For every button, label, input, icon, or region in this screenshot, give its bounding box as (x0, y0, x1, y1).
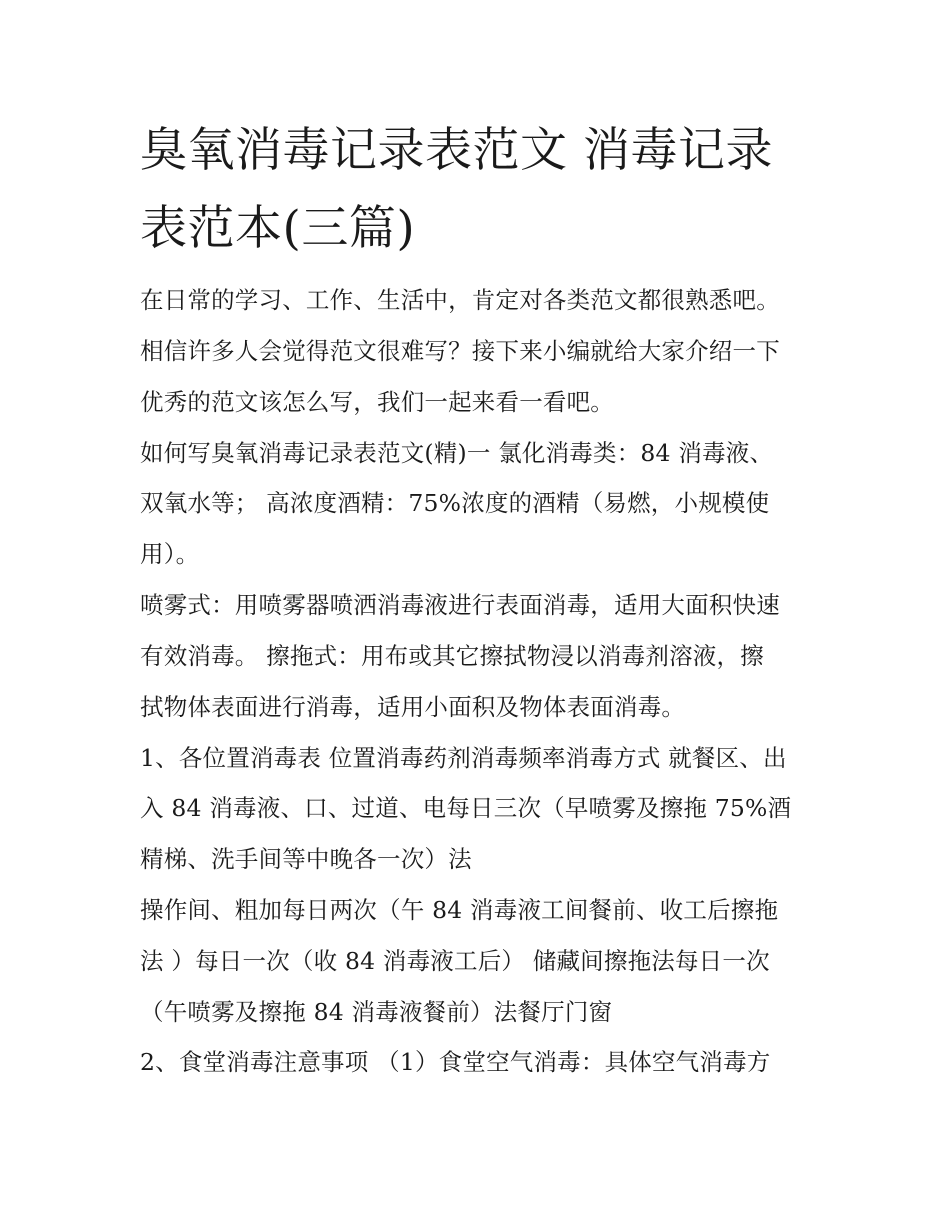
title-line-1: 臭氧消毒记录表范文 消毒记录 (140, 123, 773, 178)
body-text-line: 法 ）每日一次（收 84 消毒液工后） 储藏间擦拖法每日一次 (140, 947, 770, 975)
body-text-line: 操作间、粗加每日两次（午 84 消毒液工间餐前、收工后擦拖 (140, 896, 779, 924)
body-text-line: 优秀的范文该怎么写，我们一起来看一看吧。 (140, 388, 614, 416)
body-text-line: 相信许多人会觉得范文很难写？接下来小编就给大家介绍一下 (140, 337, 780, 365)
body-text-line: 2、食堂消毒注意事项 （1）食堂空气消毒：具体空气消毒方 (140, 1048, 771, 1076)
title-line-2: 表范本(三篇) (140, 201, 416, 256)
body-text-line: 在日常的学习、工作、生活中，肯定对各类范文都很熟悉吧。 (140, 286, 780, 314)
body-text-line: 有效消毒。 擦拖式：用布或其它擦拭物浸以消毒剂溶液，擦 (140, 642, 764, 670)
body-text-line: 如何写臭氧消毒记录表范文(精)一 氯化消毒类：84 消毒液、 (140, 439, 774, 467)
document-title (140, 112, 820, 268)
body-text-line: 1、各位置消毒表 位置消毒药剂消毒频率消毒方式 就餐区、出 (140, 744, 787, 772)
body-text-line: 双氧水等； 高浓度酒精：75%浓度的酒精（易燃，小规模使 (140, 489, 770, 517)
body-text-line: 精梯、洗手间等中晚各一次）法 (140, 845, 472, 873)
body-text-line: 入 84 消毒液、口、过道、电每日三次（早喷雾及擦拖 75%酒 (140, 794, 792, 822)
body-text-line: （午喷雾及擦拖 84 消毒液餐前）法餐厅门窗 (140, 998, 613, 1026)
body-text-line: 喷雾式：用喷雾器喷洒消毒液进行表面消毒，适用大面积快速 (140, 591, 780, 619)
body-text-line: 拭物体表面进行消毒，适用小面积及物体表面消毒。 (140, 693, 686, 721)
body-text-line: 用）。 (140, 540, 200, 568)
